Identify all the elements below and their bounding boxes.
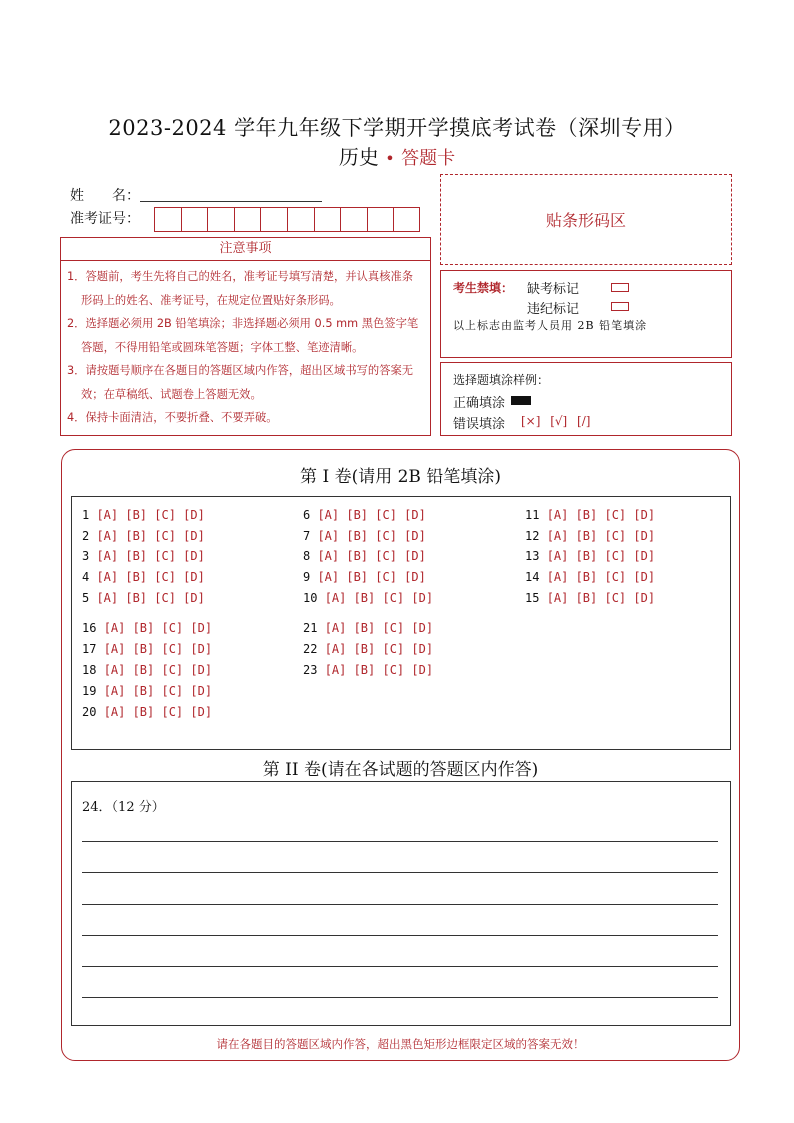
mc-question-number: 7 (303, 528, 318, 543)
mc-options[interactable]: [A] [B] [C] [D] (324, 591, 434, 605)
mc-question-number: 9 (303, 570, 318, 584)
proctor-note: 以上标志由监考人员用 2B 铅笔填涂 (453, 319, 648, 332)
written-answer-box[interactable] (71, 781, 731, 1026)
mc-options[interactable]: [A] [B] [C] [D] (317, 549, 426, 563)
mc-question-number: 5 (82, 591, 97, 605)
notice-item: 1．答题前，考生先将自己的姓名，准考证号填写清楚，并认真核准条形码上的姓名、准考证号，在规定位置贴好条形码。 (67, 270, 414, 307)
correct-fill-mark (511, 396, 531, 405)
proctor-only-box (440, 270, 732, 358)
mc-options[interactable]: [A] [B] [C] [D] (103, 663, 213, 677)
answer-line[interactable] (82, 997, 718, 998)
mc-options[interactable]: [A] [B] [C] [D] (96, 549, 205, 563)
mc-question-number: 6 (303, 508, 318, 522)
mc-question-23[interactable] (303, 663, 433, 677)
subject-name: 历史 (338, 145, 379, 169)
mc-options[interactable]: [A] [B] [C] [D] (324, 663, 434, 677)
mc-question-number: 1 (82, 508, 97, 522)
mc-options[interactable]: [A] [B] [C] [D] (546, 549, 656, 563)
mc-question-5[interactable] (82, 591, 205, 605)
name-field[interactable] (140, 201, 322, 202)
subject-line (0, 141, 794, 170)
mc-options[interactable]: [A] [B] [C] [D] (103, 705, 213, 719)
answer-line[interactable] (82, 935, 718, 936)
mc-question-18[interactable] (82, 663, 212, 677)
notice-item: 2．选择题必须用 2B 铅笔填涂；非选择题必须用 0.5 mm 黑色签字笔答题，不得用铅笔或圆珠笔答题；字体工整、笔迹清晰。 (67, 317, 419, 354)
wrong-fill-examples: [×] [√] [/] (521, 414, 591, 428)
mc-question-number: 12 (525, 528, 547, 543)
multiple-choice-box (71, 496, 731, 750)
mc-question-6[interactable] (303, 508, 426, 522)
mc-options[interactable]: [A] [B] [C] [D] (96, 591, 205, 605)
mc-question-number: 4 (82, 570, 97, 584)
mc-question-number: 23 (303, 663, 325, 677)
mc-options[interactable]: [A] [B] [C] [D] (324, 621, 434, 635)
mc-question-14[interactable] (525, 570, 655, 584)
wrong-fill-label: 错误填涂 (453, 417, 506, 432)
id-number-boxes[interactable] (154, 207, 420, 232)
answer-line[interactable] (82, 872, 718, 873)
sample-title: 选择题填涂样例： (453, 373, 550, 387)
mc-question-number: 22 (303, 642, 325, 656)
notice-heading: 注意事项 (60, 237, 431, 261)
mc-question-number: 14 (525, 570, 547, 584)
mc-options[interactable]: [A] [B] [C] [D] (103, 642, 213, 656)
mc-question-number: 16 (82, 621, 104, 635)
mc-question-number: 2 (82, 528, 97, 543)
mc-question-12[interactable] (525, 529, 655, 543)
section1-title: 第 I 卷(请用 2B 铅笔填涂) (300, 467, 501, 487)
mc-question-number: 3 (82, 549, 97, 563)
mc-options[interactable]: [A] [B] [C] [D] (103, 621, 213, 635)
violation-mark-box[interactable] (611, 302, 629, 311)
mc-question-number: 15 (525, 591, 547, 605)
mc-options[interactable]: [A] [B] [C] [D] (103, 684, 213, 698)
mc-options[interactable]: [A] [B] [C] [D] (546, 508, 656, 522)
mc-question-13[interactable] (525, 549, 655, 563)
footer-warning: 请在各题目的答题区域内作答，超出黑色矩形边框限定区域的答案无效！ (216, 1037, 585, 1051)
mc-question-number: 18 (82, 663, 104, 677)
answer-line[interactable] (82, 841, 718, 842)
mc-options[interactable]: [A] [B] [C] [D] (546, 570, 656, 584)
notice-item: 4．保持卡面清洁，不要折叠、不要弄破。 (67, 411, 278, 424)
mc-options[interactable]: [A] [B] [C] [D] (546, 591, 656, 605)
mc-question-9[interactable] (303, 570, 426, 584)
mc-options[interactable]: [A] [B] [C] [D] (317, 570, 426, 584)
mc-options[interactable]: [A] [B] [C] [D] (546, 528, 656, 543)
mc-question-17[interactable] (82, 642, 212, 656)
mc-options[interactable]: [A] [B] [C] [D] (96, 528, 205, 543)
name-label: 姓 名： (70, 188, 140, 204)
mc-question-19[interactable] (82, 684, 212, 698)
mc-question-2[interactable] (82, 529, 205, 543)
mc-question-4[interactable] (82, 570, 205, 584)
mc-options[interactable]: [A] [B] [C] [D] (324, 642, 434, 656)
mc-question-3[interactable] (82, 549, 205, 563)
exam-title: 2023-2024 学年九年级下学期开学摸底考试卷（深圳专用） (108, 116, 686, 140)
mc-question-number: 19 (82, 684, 104, 698)
barcode-area: 贴条形码区 (440, 174, 732, 265)
mc-options[interactable]: [A] [B] [C] [D] (96, 508, 205, 522)
answer-card-label: 答题卡 (401, 148, 456, 169)
absent-mark-label: 缺考标记 (527, 282, 580, 297)
forbid-label: 考生禁填： (453, 281, 514, 295)
notice-item: 3．请按题号顺序在各题目的答题区域内作答，超出区域书写的答案无效；在草稿纸、试题卷上答题无效。 (67, 364, 414, 401)
section2-title: 第 II 卷(请在各试题的答题区内作答) (262, 760, 539, 780)
mc-question-11[interactable] (525, 508, 655, 522)
mc-question-number: 8 (303, 549, 318, 563)
correct-fill-label: 正确填涂 (453, 396, 506, 411)
mc-question-number: 13 (525, 549, 547, 563)
violation-mark-label: 违纪标记 (527, 302, 580, 317)
mc-question-number: 21 (303, 621, 325, 635)
mc-question-22[interactable] (303, 642, 433, 656)
mc-question-21[interactable] (303, 621, 433, 635)
absent-mark-box[interactable] (611, 283, 629, 292)
mc-options[interactable]: [A] [B] [C] [D] (96, 570, 205, 584)
mc-question-16[interactable] (82, 621, 212, 635)
mc-question-number: 11 (525, 508, 547, 522)
mc-question-1[interactable] (82, 508, 205, 522)
answer-line[interactable] (82, 904, 718, 905)
mc-question-20[interactable] (82, 705, 212, 719)
mc-options[interactable]: [A] [B] [C] [D] (317, 508, 426, 522)
title-separator: • (385, 149, 395, 168)
id-label: 准考证号： (70, 211, 140, 227)
mc-question-number: 17 (82, 642, 104, 656)
mc-question-7[interactable] (303, 529, 426, 543)
notice-body (60, 261, 431, 436)
mc-question-8[interactable] (303, 549, 426, 563)
mc-question-number: 20 (82, 705, 104, 719)
mc-question-10[interactable] (303, 591, 433, 605)
fill-sample-box (440, 362, 732, 436)
mc-options[interactable]: [A] [B] [C] [D] (317, 528, 426, 543)
mc-question-number: 10 (303, 591, 325, 605)
mc-question-15[interactable] (525, 591, 655, 605)
answer-line[interactable] (82, 966, 718, 967)
question-24-label: 24．（12 分） (82, 800, 165, 815)
